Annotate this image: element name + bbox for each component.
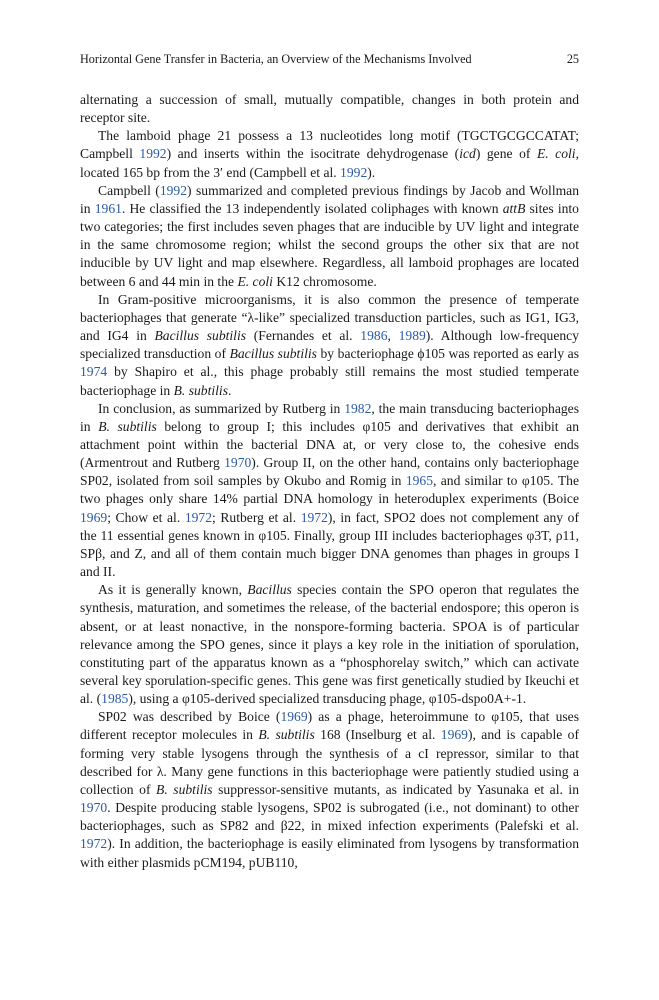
text-run: ; Rutberg et al. (212, 509, 301, 525)
text-run: (Fernandes et al. (246, 328, 361, 344)
text-run: ). Group II, on the other hand, contains only bacteriophage SP02, isolated from soil samples by Okubo and Romig in (80, 455, 579, 489)
citation-link[interactable]: 1961 (94, 200, 122, 216)
text-run: , and similar to φ105. The two phages only share 14% partial DNA homology in heteroduplex experiments (Boice (80, 473, 579, 507)
citation-link[interactable]: 1972 (300, 509, 328, 525)
citation-link[interactable]: 1972 (184, 509, 212, 525)
text-run: ; Chow et al. (107, 509, 185, 525)
italic-term: icd (459, 146, 476, 162)
text-run: Campbell ( (98, 182, 160, 198)
text-run: . He classified the 13 independently isolated coliphages with known (121, 200, 503, 216)
paragraph (80, 182, 579, 291)
text-run: ), using a φ105-derived specialized transducing phage, φ105-dspo0A+-1. (128, 691, 527, 707)
italic-term: Bacillus subtilis (229, 346, 317, 362)
text-run: ). In addition, the bacteriophage is easily eliminated from lysogens by transformation with either plasmids pCM194, pUB110, (80, 836, 579, 870)
italic-term: B. subtilis (173, 382, 228, 398)
citation-link[interactable]: 1985 (101, 691, 129, 707)
italic-term: B. subtilis (98, 418, 157, 434)
citation-link[interactable]: 1992 (159, 182, 188, 198)
citation-link[interactable]: 1970 (80, 800, 108, 816)
paragraph (80, 708, 579, 871)
paragraph (80, 581, 579, 708)
paragraph (80, 291, 579, 400)
citation-link[interactable]: 1982 (344, 400, 372, 416)
text-run: by bacteriophage ϕ105 was reported as early as (316, 346, 579, 362)
text-run: ). Although low-frequency specialized transduction of (80, 328, 579, 362)
text-run: . (228, 382, 232, 398)
citation-link[interactable]: 1992 (139, 146, 167, 162)
italic-term: Bacillus (247, 582, 292, 598)
running-head-title: Horizontal Gene Transfer in Bacteria, an Overview of the Mechanisms Involved (80, 52, 472, 66)
text-run: belong to group I; this includes φ105 and derivatives that exhibit an attachment point within the bacterial DNA at, or very close to, the cohesive ends (Armentrout and Rutberg (80, 418, 579, 471)
citation-link[interactable]: 1992 (340, 164, 368, 180)
text-run: ) as a phage, heteroimmune to φ105, that uses different receptor molecules in (80, 709, 579, 743)
text-run: The lamboid phage 21 possess a 13 nucleotides long motif (TGCTGCGCCATAT; Campbell (80, 128, 579, 162)
text-run: In Gram-positive microorganisms, it is also common the presence of temperate bacteriophages that generate “λ-like” specialized transduction particles, such as IG1, IG3, and IG4 in (80, 291, 579, 344)
citation-link[interactable]: 1969 (80, 509, 108, 525)
italic-term: E. coli (536, 146, 576, 162)
citation-link[interactable]: 1970 (224, 455, 252, 471)
text-run: suppressor-sensitive mutants, as indicated by Yasunaka et al. in (212, 781, 579, 797)
text-run: As it is generally known, (98, 582, 248, 598)
text-run: ), in fact, SPO2 does not complement any of the 11 essential genes known in φ105. Finally, group III includes bacteriophages φ3T, ρ11, SPβ, and Z, and all of them contain much bigger DNA genomes than phages in groups I and II. (80, 509, 579, 580)
text-run: , (387, 328, 399, 344)
italic-term: Bacillus subtilis (154, 328, 247, 344)
text-run: . Despite producing stable lysogens, SP02 is subrogated (i.e., not dominant) to other bacteriophages, such as SP82 and β22, in mixed infection experiments (Palefski et al. (80, 800, 579, 834)
citation-link[interactable]: 1969 (280, 709, 308, 725)
paragraph (80, 91, 579, 127)
text-run: , located 165 bp from the 3′ end (Campbell et al. (80, 146, 579, 180)
text-run: by Shapiro et al., this phage probably still remains the most studied temperate bacteriophage in (80, 364, 579, 398)
body-text (80, 91, 579, 872)
running-head (80, 51, 579, 67)
citation-link[interactable]: 1972 (80, 836, 108, 852)
text-run: ), and is capable of forming very stable lysogens through the synthesis of a cI repressor, similar to that described for λ. Many gene functions in this bacteriophage were patiently studied using a collection of (80, 727, 580, 797)
italic-term: attB (502, 200, 526, 216)
citation-link[interactable]: 1986 (360, 328, 388, 344)
text-run: species contain the SPO operon that regulates the synthesis, maturation, and sometimes the release, of the bacterial endospore; this operon is absent, or at least nonactive, in the nonspore-forming bacteria. SPOA is of particular relevance among the SPO genes, since it plays a key role in the initiation of sporulation, constituting part of the apparatus known as a “phosphorelay switch,” which can activate several key sporulation-specific genes. This gene was first genetically studied by Ikeuchi et al. ( (80, 582, 579, 707)
citation-link[interactable]: 1969 (440, 727, 468, 743)
paragraph (80, 400, 579, 582)
text-run: K12 chromosome. (272, 273, 377, 289)
text-run: SP02 was described by Boice ( (98, 709, 281, 725)
text-run: , the main transducing bacteriophages in (80, 400, 579, 434)
text-run: 168 (Inselburg et al. (314, 727, 441, 743)
text-run: ) summarized and completed previous findings by Jacob and Wollman in (80, 182, 579, 216)
text-run: In conclusion, as summarized by Rutberg in (98, 400, 345, 416)
citation-link[interactable]: 1965 (405, 473, 433, 489)
text-run: ). (367, 164, 376, 180)
italic-term: B. subtilis (258, 727, 315, 743)
italic-term: B. subtilis (156, 781, 213, 797)
text-run: ) gene of (475, 146, 537, 162)
paragraph (80, 127, 579, 181)
citation-link[interactable]: 1989 (398, 328, 426, 344)
text-run: sites into two categories; the first includes seven phages that are inducible by UV light and integrate in the same chromosome region; whilst the second groups the other six that are not inducible by UV light and map elsewhere. Regardless, all lamboid prophages are located between 6 and 44 min in the (80, 200, 579, 289)
page-number: 25 (566, 52, 579, 66)
citation-link[interactable]: 1974 (80, 364, 108, 380)
text-run: ) and inserts within the isocitrate dehydrogenase ( (166, 146, 460, 162)
italic-term: E. coli (237, 273, 273, 289)
text-run: alternating a succession of small, mutually compatible, changes in both protein and receptor site. (80, 92, 579, 126)
